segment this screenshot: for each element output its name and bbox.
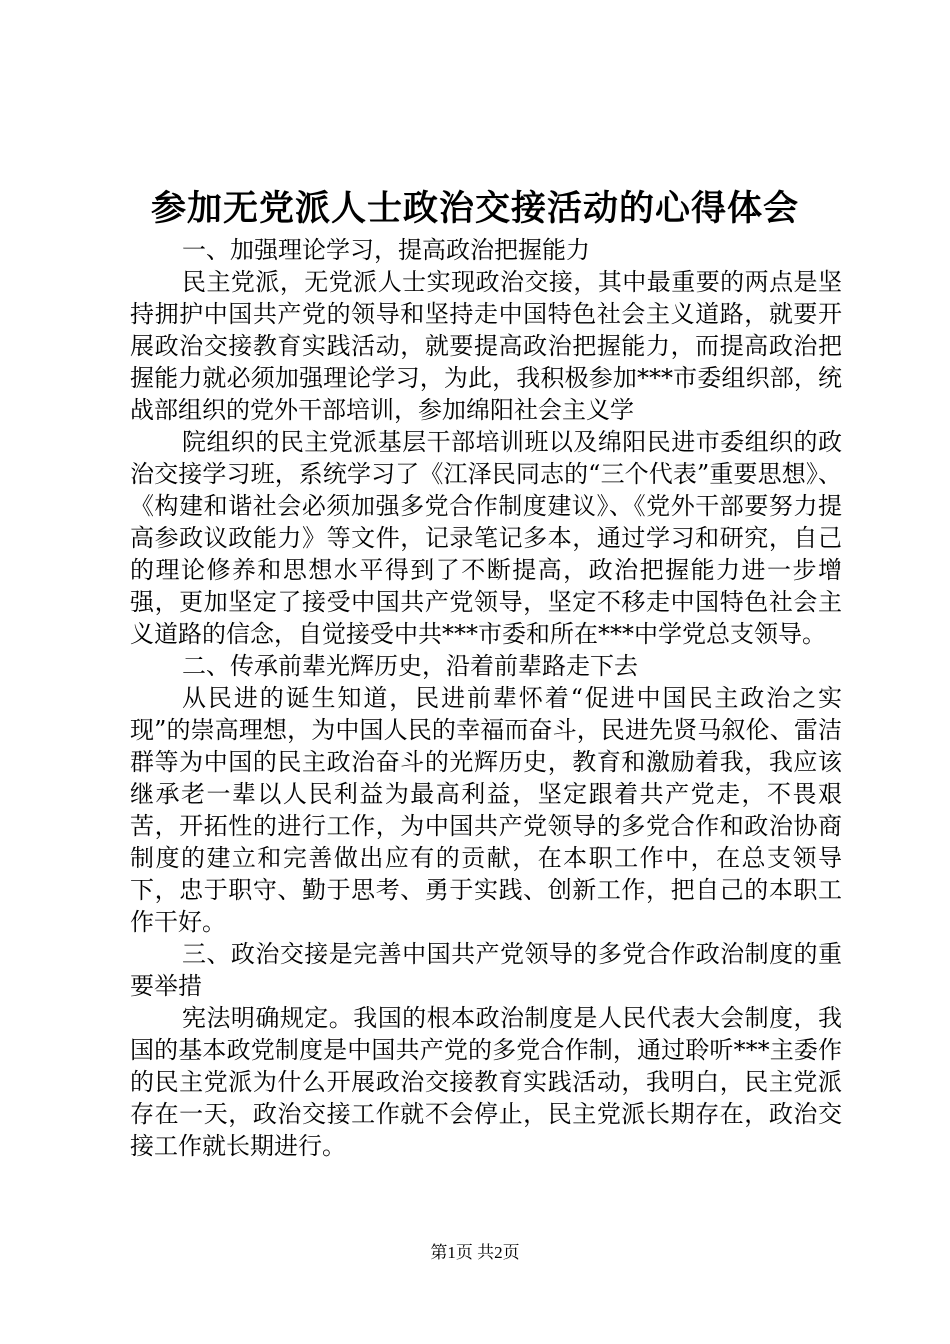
section-heading-3: 三、政治交接是完善中国共产党领导的多党合作政治制度的重要举措: [130, 940, 842, 1000]
paragraph-2: 院组织的民主党派基层干部培训班以及绵阳民进市委组织的政治交接学习班，系统学习了《江泽民同志的“三个代表”重要思想》、《构建和谐社会必须加强多党合作制度建议》、《党外干部要努力提高参政议政能力》等文件，记录笔记多本，通过学习和研究，自己的理论修养和思想水平得到了不断提高，政治把握能力进一步增强，更加坚定了接受中国共产党领导，坚定不移走中国特色社会主义道路的信念，自觉接受中共***市委和所在***中学党总支领导。: [130, 428, 842, 648]
page-number-footer: 第1页 共2页: [430, 1243, 520, 1262]
paragraph-3: 从民进的诞生知道，民进前辈怀着“促进中国民主政治之实现”的崇高理想，为中国人民的幸福而奋斗，民进先贤马叙伦、雷洁群等为中国的民主政治奋斗的光辉历史，教育和激励着我，我应该继承老一辈以人民利益为最高利益，坚定跟着共产党走，不畏艰苦，开拓性的进行工作，为中国共产党领导的多党合作和政治协商制度的建立和完善做出应有的贡献，在本职工作中，在总支领导下，忠于职守、勤于思考、勇于实践、创新工作，把自己的本职工作干好。: [130, 684, 842, 936]
section-heading-1: 一、加强理论学习，提高政治把握能力: [182, 236, 590, 264]
paragraph-4: 宪法明确规定。我国的根本政治制度是人民代表大会制度，我国的基本政党制度是中国共产党的多党合作制，通过聆听***主委作的民主党派为什么开展政治交接教育实践活动，我明白，民主党派存在一天，政治交接工作就不会停止，民主党派长期存在，政治交接工作就长期进行。: [130, 1004, 842, 1160]
paragraph-1: 民主党派，无党派人士实现政治交接，其中最重要的两点是坚持拥护中国共产党的领导和坚持走中国特色社会主义道路，就要开展政治交接教育实践活动，就要提高政治把握能力，而提高政治把握能力就必须加强理论学习，为此，我积极参加***市委组织部，统战部组织的党外干部培训，参加绵阳社会主义学: [130, 268, 842, 424]
document-body: [130, 234, 842, 1162]
document-title: 参加无党派人士政治交接活动的心得体会: [150, 188, 799, 229]
section-heading-2: 二、传承前辈光辉历史，沿着前辈路走下去: [182, 652, 638, 680]
